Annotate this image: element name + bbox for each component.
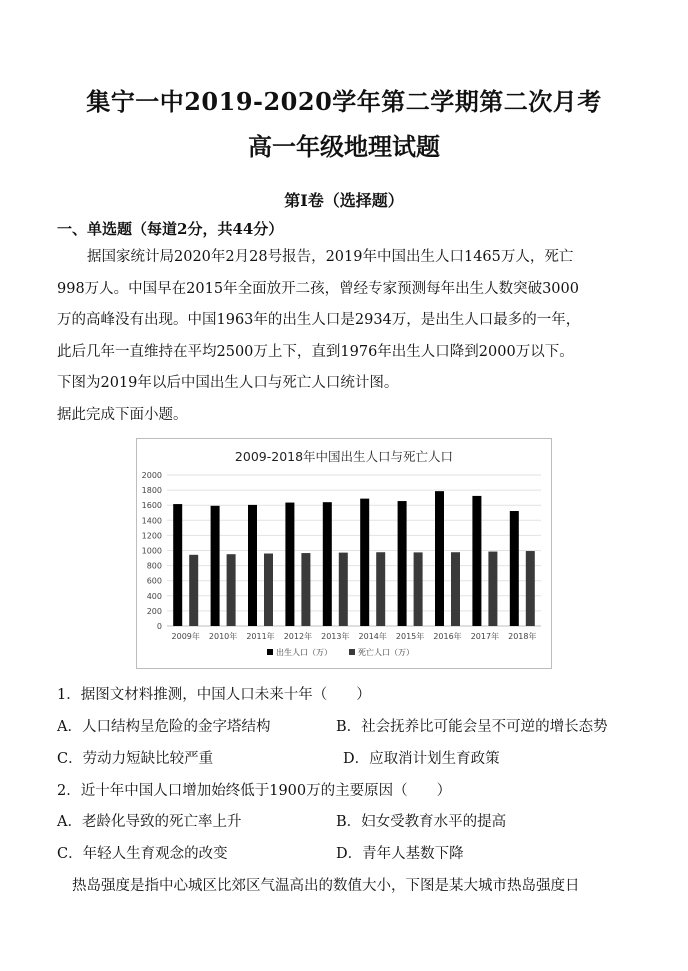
passage-line: 998万人。中国早在2015年全面放开二孩，曾经专家预测每年出生人数突破3000	[57, 280, 579, 297]
y-tick-label: 800	[146, 561, 162, 571]
q1-option-b[interactable]: B．社会抚养比可能会呈不可逆的增长态势	[336, 719, 608, 735]
birth-bar	[211, 506, 220, 626]
death-bar	[376, 552, 385, 626]
exam-subtitle: 高一年级地理试题	[248, 132, 440, 161]
y-tick-label: 2000	[141, 471, 162, 480]
x-tick-label: 2014年	[358, 632, 387, 641]
x-tick-label: 2012年	[283, 632, 313, 641]
y-tick-label: 1400	[141, 516, 162, 526]
q1-option-d[interactable]: D．应取消计划生育政策	[343, 751, 500, 767]
death-bar	[227, 554, 236, 626]
passage-line: 此后几年一直维持在平均2500万上下，直到1976年出生人口降到2000万以下。	[57, 343, 574, 360]
volume-title: 第Ⅰ卷（选择题）	[284, 191, 404, 210]
q2-option-b[interactable]: B．妇女受教育水平的提高	[336, 814, 507, 830]
section-title: 一、单选题（每道2分，共44分）	[57, 220, 284, 238]
death-bar	[488, 552, 497, 626]
exam-title: 集宁一中2019-2020学年第二学期第二次月考	[86, 87, 602, 116]
birth-bar	[435, 491, 444, 626]
x-tick-label: 2009年	[171, 632, 200, 641]
chart-title: 2009-2018年中国出生人口与死亡人口	[234, 449, 454, 464]
chart-canvas	[137, 439, 551, 668]
y-tick-label: 1800	[141, 486, 162, 496]
x-tick-label: 2010年	[208, 632, 238, 641]
q1-option-a[interactable]: A．人口结构呈危险的金字塔结构	[57, 719, 271, 735]
question-2-stem: 2．近十年中国人口增加始终低于1900万的主要原因（ ）	[57, 783, 452, 799]
passage-line: 据此完成下面小题。	[57, 406, 188, 423]
x-tick-label: 2016年	[433, 632, 462, 641]
y-tick-label: 400	[146, 591, 162, 601]
q2-option-c[interactable]: C．年轻人生育观念的改变	[57, 846, 228, 862]
death-bar	[414, 552, 423, 626]
birth-bar	[173, 504, 182, 626]
x-tick-label: 2018年	[508, 632, 537, 641]
passage-line: 据国家统计局2020年2月28号报告，2019年中国出生人口1465万人，死亡	[87, 249, 574, 265]
question-1-stem: 1．据图文材料推测，中国人口未来十年（ ）	[57, 687, 371, 703]
death-bar	[526, 551, 535, 626]
passage	[57, 242, 637, 432]
birth-bar	[510, 511, 519, 626]
x-tick-label: 2013年	[321, 632, 350, 641]
legend-label: 出生人口（万）	[276, 648, 332, 657]
birth-bar	[248, 505, 257, 626]
population-chart	[136, 438, 552, 669]
birth-bar	[285, 503, 294, 626]
legend-label: 死亡人口（万）	[358, 648, 414, 657]
death-bar	[451, 552, 460, 626]
next-passage-line: 热岛强度是指中心城区比郊区气温高出的数值大小，下图是某大城市热岛强度日	[72, 878, 580, 894]
y-tick-label: 1200	[141, 531, 162, 541]
death-bar	[301, 553, 310, 626]
death-bar	[264, 554, 273, 626]
q2-option-a[interactable]: A．老龄化导致的死亡率上升	[57, 814, 242, 830]
passage-line: 下图为2019年以后中国出生人口与死亡人口统计图。	[57, 375, 399, 392]
y-tick-label: 0	[156, 622, 162, 631]
birth-bar	[323, 502, 332, 626]
birth-bar	[398, 501, 407, 626]
y-tick-label: 200	[146, 606, 162, 616]
passage-line: 万的高峰没有出现。中国1963年的出生人口是2934万，是出生人口最多的一年，	[57, 312, 581, 329]
y-tick-label: 1000	[141, 546, 162, 556]
birth-bar	[360, 499, 369, 626]
x-tick-label: 2011年	[246, 632, 275, 641]
x-tick-label: 2017年	[470, 632, 500, 641]
death-bar	[189, 555, 198, 626]
death-bar	[339, 553, 348, 626]
y-tick-label: 1600	[141, 501, 162, 511]
q2-option-d[interactable]: D．青年人基数下降	[336, 846, 464, 862]
y-tick-label: 600	[146, 576, 162, 586]
q1-option-c[interactable]: C．劳动力短缺比较严重	[57, 751, 214, 767]
legend-swatch	[267, 649, 273, 655]
x-tick-label: 2015年	[395, 632, 425, 641]
birth-bar	[472, 496, 481, 626]
legend-swatch	[349, 649, 355, 655]
